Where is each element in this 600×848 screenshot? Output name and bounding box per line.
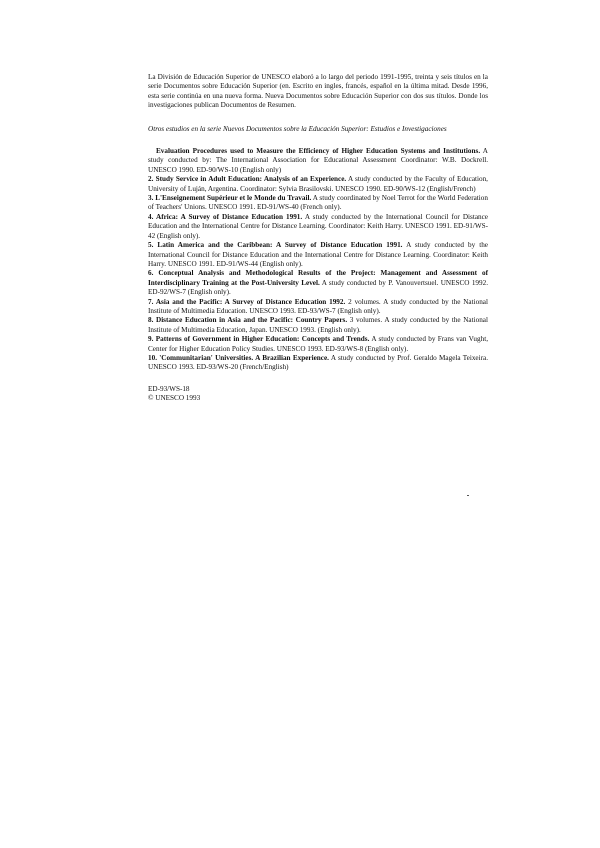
list-item [148, 213, 488, 241]
item-title: 8. Distance Education in Asia and the Pacific: Country Papers. [148, 316, 348, 325]
document-code: ED-93/WS-18 [148, 384, 190, 393]
publication-list [148, 147, 488, 373]
document-codes [148, 385, 488, 404]
item-details: A study conducted by Frans van Vught, Center for Higher Education Policy Studies. UNESCO 1993. ED-93/WS-8 (English only). [148, 335, 489, 353]
page-speck [467, 495, 469, 496]
list-item [148, 194, 488, 213]
document-body [148, 73, 488, 404]
item-title: 2. Study Service in Adult Education: Analysis of an Experience. [148, 175, 347, 184]
item-title: 7. Asia and the Pacific: A Survey of Distance Education 1992. [148, 297, 346, 306]
item-details: A study conducted by the International Council for Distance Education and the International Centre for Distance Learning. Coordinator: Keith Harry. UNESCO 1991. ED-91/WS-44 (English only). [148, 241, 488, 268]
list-item [148, 354, 488, 373]
item-title: 3. L'Enseignement Supérieur et le Monde du Travail. [148, 194, 312, 203]
item-title: 6. Conceptual Analysis and Methodological Results of the Project: Management and Assessment of Interdisciplinary Training at the Post-University Level. [148, 269, 488, 287]
item-details: 2 volumes. A study conducted by the National Institute of Multimedia Education. UNESCO 1993. ED-93/WS-7 (English only). [148, 297, 488, 315]
list-item [148, 335, 488, 354]
intro-paragraph: La División de Educación Superior de UNESCO elaboró a lo largo del periodo 1991-1995, treinta y seis títulos en la serie Documentos sobre Educación Superior (en. Escrito en ingles, francés, español en la última mitad. Desde 1996, esta serie continúa en una nueva forma. Nueva Documentos sobre Educación Superior con dos sus títulos. Donde los investigaciones publican Documentos de Resumen. [148, 73, 488, 110]
item-details: A study conducted by the Faculty of Education, University of Luján, Argentina. Coordinator: Sylvia Brasilovski. UNESCO 1990. ED-90/WS-12 (English/French) [148, 175, 488, 193]
list-item [148, 298, 488, 317]
item-title: 10. 'Communitarian' Universities. A Brazilian Experience. [148, 353, 329, 362]
list-item [148, 241, 488, 269]
item-title: 5. Latin America and the Caribbean: A Survey of Distance Education 1991. [148, 241, 403, 250]
item-details: A study conducted by P. Vanouvertsuel. UNESCO 1992. ED-92/WS-7 (English only). [148, 278, 488, 297]
item-title: 4. Africa: A Survey of Distance Education 1991. [148, 212, 303, 221]
list-item [148, 147, 488, 175]
list-item [148, 269, 488, 297]
list-item [148, 175, 488, 194]
item-details: A study conducted by Prof. Geraldo Magela Teixeira. UNESCO 1993. ED-93/WS-20 (French/English) [148, 353, 488, 372]
item-title: Evaluation Procedures used to Measure the Efficiency of Higher Education Systems and Institutions. [156, 147, 481, 156]
item-details: A study coordinated by Noel Terrot for the World Federation of Teachers' Unions. UNESCO 1991. ED-91/WS-40 (French only). [148, 194, 488, 212]
series-note: Otros estudios en la serie Nuevos Documentos sobre la Educación Superior: Estudios e Investigaciones [148, 124, 447, 133]
list-item [148, 316, 488, 335]
item-details: A study conducted by the International Council for Distance Education and the International Centre for Distance Learning. Coordinator: Keith Harry. UNESCO 1991. ED-91/WS-42 (English only). [148, 212, 488, 240]
item-title: 9. Patterns of Government in Higher Education: Concepts and Trends. [148, 335, 370, 344]
copyright-notice: © UNESCO 1993 [148, 394, 201, 403]
item-details: 3 volumes. A study conducted by the National Institute of Multimedia Education, Japan. UNESCO 1993. (English only). [148, 316, 488, 334]
item-details: A study conducted by: The International Association for Educational Assessment Coordinator: W.B. Dockrell. UNESCO 1990. ED-90/WS-10 (English only) [148, 147, 488, 174]
